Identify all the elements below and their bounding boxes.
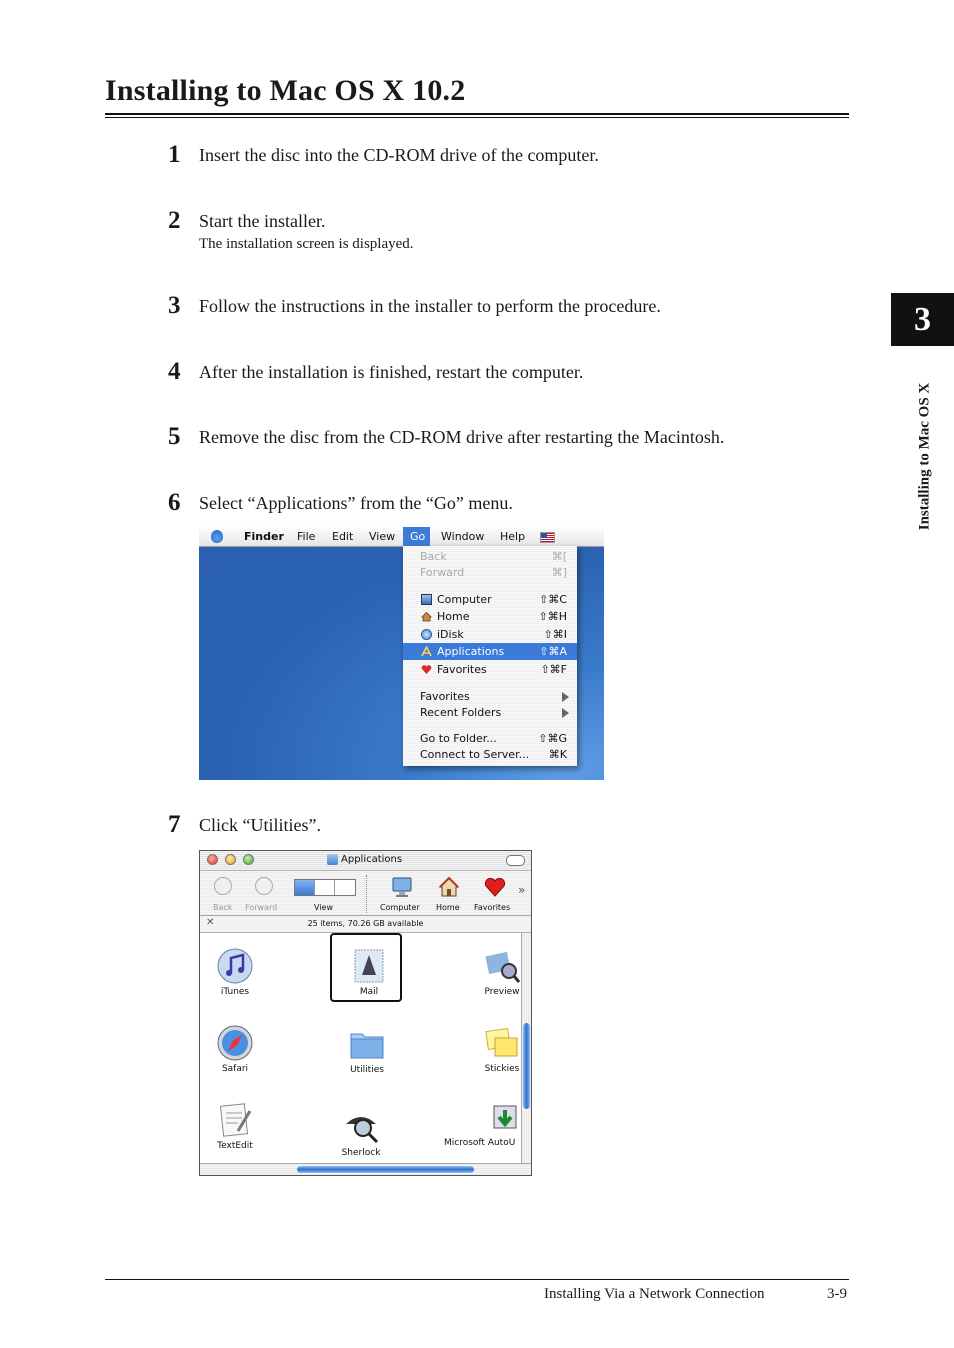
menu-item-go-to-folder[interactable] <box>403 730 577 747</box>
menu-window[interactable]: Window <box>441 530 485 543</box>
horizontal-scroll-thumb[interactable] <box>297 1166 474 1173</box>
vertical-scroll-thumb[interactable] <box>523 1023 530 1109</box>
step-text: Start the installer. <box>199 211 326 231</box>
idisk-icon <box>421 629 432 640</box>
menu-item-label: Applications <box>437 645 505 658</box>
menu-item-forward[interactable] <box>403 564 577 581</box>
sherlock-icon <box>342 1108 380 1146</box>
menu-item-label: iDisk <box>437 628 464 641</box>
submenu-arrow-icon <box>562 708 569 718</box>
step-number: 1 <box>168 141 181 168</box>
column-view-button[interactable] <box>335 880 355 895</box>
step-text: Select “Applications” from the “Go” menu. <box>199 493 513 513</box>
step-text: Insert the disc into the CD-ROM drive of the computer. <box>199 145 599 165</box>
chapter-side-label: Installing to Mac OS X <box>916 382 933 531</box>
menu-item-label: Recent Folders <box>420 706 502 719</box>
menu-bar <box>199 527 604 547</box>
menu-item-back[interactable] <box>403 548 577 565</box>
menu-item-shortcut: ⇧⌘I <box>543 628 567 641</box>
menu-item-home[interactable] <box>403 608 577 625</box>
window-titlebar[interactable] <box>200 851 531 871</box>
toolbar-overflow-icon[interactable]: » <box>518 883 526 897</box>
home-label[interactable]: Home <box>436 903 460 912</box>
computer-icon <box>421 594 432 605</box>
heart-icon <box>421 664 432 675</box>
forward-arrow-icon[interactable] <box>255 877 273 895</box>
footer-rule <box>105 1279 849 1280</box>
menu-item-computer[interactable] <box>403 591 577 608</box>
favorites-label[interactable]: Favorites <box>474 903 511 912</box>
menu-item-shortcut: ⇧⌘G <box>538 732 567 745</box>
list-view-button[interactable] <box>315 880 335 895</box>
app-icon-utilities[interactable] <box>327 1025 407 1075</box>
footer-section-title: Installing Via a Network Connection <box>544 1286 765 1302</box>
zoom-button[interactable] <box>243 854 254 865</box>
menu-go[interactable]: Go <box>410 530 426 543</box>
menu-item-shortcut: ⇧⌘F <box>540 663 567 676</box>
step-text: Follow the instructions in the installer to perform the procedure. <box>199 296 661 316</box>
applications-window-screenshot <box>199 850 532 1176</box>
submenu-arrow-icon <box>562 692 569 702</box>
menu-item-shortcut: ⌘] <box>551 566 567 579</box>
app-icon-textedit[interactable] <box>199 1101 275 1151</box>
menu-item-recent-folders[interactable] <box>403 704 577 721</box>
app-label: Stickies <box>484 1064 520 1074</box>
title-rule-thick <box>105 113 849 115</box>
home-icon[interactable] <box>438 876 460 898</box>
status-bar <box>200 916 531 933</box>
menu-item-label: Computer <box>437 593 492 606</box>
step-number: 4 <box>168 358 181 385</box>
menu-view[interactable]: View <box>369 530 396 543</box>
menu-item-favorites-submenu[interactable] <box>403 688 577 705</box>
app-label: Microsoft AutoU <box>444 1138 516 1148</box>
chapter-tab: 3 <box>891 293 954 346</box>
status-text: 25 items, 70.26 GB available <box>307 919 424 928</box>
menu-item-label: Back <box>420 550 447 563</box>
view-switcher <box>294 879 356 896</box>
menu-finder[interactable]: Finder <box>244 530 284 543</box>
menu-item-shortcut: ⇧⌘C <box>539 593 567 606</box>
menu-item-shortcut: ⌘[ <box>551 550 567 563</box>
app-label: Utilities <box>350 1065 384 1075</box>
app-label: iTunes <box>220 987 250 997</box>
back-arrow-icon[interactable] <box>214 877 232 895</box>
computer-label[interactable]: Computer <box>380 903 420 912</box>
autoupdate-icon <box>480 1098 518 1136</box>
app-icon-microsoft-autoupdate[interactable] <box>442 1098 522 1148</box>
apple-icon[interactable] <box>211 530 223 543</box>
itunes-icon <box>216 947 254 985</box>
step-subtext: The installation screen is displayed. <box>199 236 414 252</box>
menu-item-idisk[interactable] <box>403 626 577 643</box>
menu-file[interactable]: File <box>297 530 316 543</box>
menu-item-label: Home <box>437 610 470 623</box>
not-writable-icon: ✕ <box>206 917 215 928</box>
menu-item-shortcut: ⇧⌘A <box>539 645 567 658</box>
step-number: 2 <box>168 207 181 234</box>
minimize-button[interactable] <box>225 854 236 865</box>
us-flag-icon[interactable] <box>540 532 555 543</box>
step-text: Click “Utilities”. <box>199 815 321 835</box>
applications-icon <box>421 646 432 657</box>
computer-icon[interactable] <box>391 876 413 898</box>
menu-edit[interactable]: Edit <box>332 530 354 543</box>
back-button-label[interactable]: Back <box>213 903 233 912</box>
menu-help[interactable]: Help <box>500 530 526 543</box>
title-rule-thin <box>105 117 849 118</box>
textedit-icon <box>216 1101 254 1139</box>
menu-item-shortcut: ⌘K <box>548 748 567 761</box>
step-number: 3 <box>168 292 181 319</box>
menu-item-applications[interactable] <box>403 643 577 660</box>
menu-item-connect-to-server[interactable] <box>403 746 577 763</box>
toolbar-separator <box>366 875 367 913</box>
app-label: Sherlock <box>341 1148 381 1158</box>
window-title: Applications <box>341 854 403 865</box>
icon-view-button[interactable] <box>295 880 315 895</box>
app-label: Mail <box>359 987 379 997</box>
step-number: 5 <box>168 423 181 450</box>
app-label: TextEdit <box>217 1141 253 1151</box>
menu-item-label: Go to Folder... <box>420 732 497 745</box>
page-number: 3-9 <box>827 1286 847 1302</box>
preview-icon <box>483 947 521 985</box>
app-icon-itunes[interactable] <box>199 947 275 997</box>
menu-item-label: Favorites <box>420 690 470 703</box>
heart-icon[interactable] <box>484 876 506 898</box>
vertical-scrollbar[interactable] <box>521 933 531 1163</box>
go-menu-dropdown <box>403 546 577 766</box>
app-label: Preview <box>484 987 520 997</box>
menu-item-label: Connect to Server... <box>420 748 530 761</box>
stickies-icon <box>483 1024 521 1062</box>
utilities-selection-highlight <box>330 933 402 1002</box>
step-number: 6 <box>168 489 181 516</box>
menu-item-shortcut: ⇧⌘H <box>538 610 567 623</box>
toolbar-toggle-button[interactable] <box>506 855 525 866</box>
app-label: Safari <box>221 1064 249 1074</box>
step-text: Remove the disc from the CD-ROM drive after restarting the Macintosh. <box>199 427 725 447</box>
home-icon <box>421 611 432 622</box>
menu-item-label: Favorites <box>437 663 487 676</box>
forward-button-label[interactable]: Forward <box>245 903 278 912</box>
view-label: View <box>314 903 333 912</box>
step-text: After the installation is finished, restart the computer. <box>199 362 584 382</box>
step-number: 7 <box>168 811 181 838</box>
menu-item-label: Forward <box>420 566 465 579</box>
folder-icon <box>327 854 338 865</box>
menu-item-favorites[interactable] <box>403 661 577 678</box>
app-icon-safari[interactable] <box>199 1024 275 1074</box>
page-title: Installing to Mac OS X 10.2 <box>105 74 466 107</box>
go-menu-screenshot <box>199 527 604 780</box>
finder-toolbar <box>200 871 531 916</box>
horizontal-scrollbar[interactable] <box>200 1163 531 1175</box>
safari-compass-icon <box>216 1024 254 1062</box>
app-icon-sherlock[interactable] <box>321 1108 401 1158</box>
close-button[interactable] <box>207 854 218 865</box>
folder-icon <box>348 1025 386 1063</box>
